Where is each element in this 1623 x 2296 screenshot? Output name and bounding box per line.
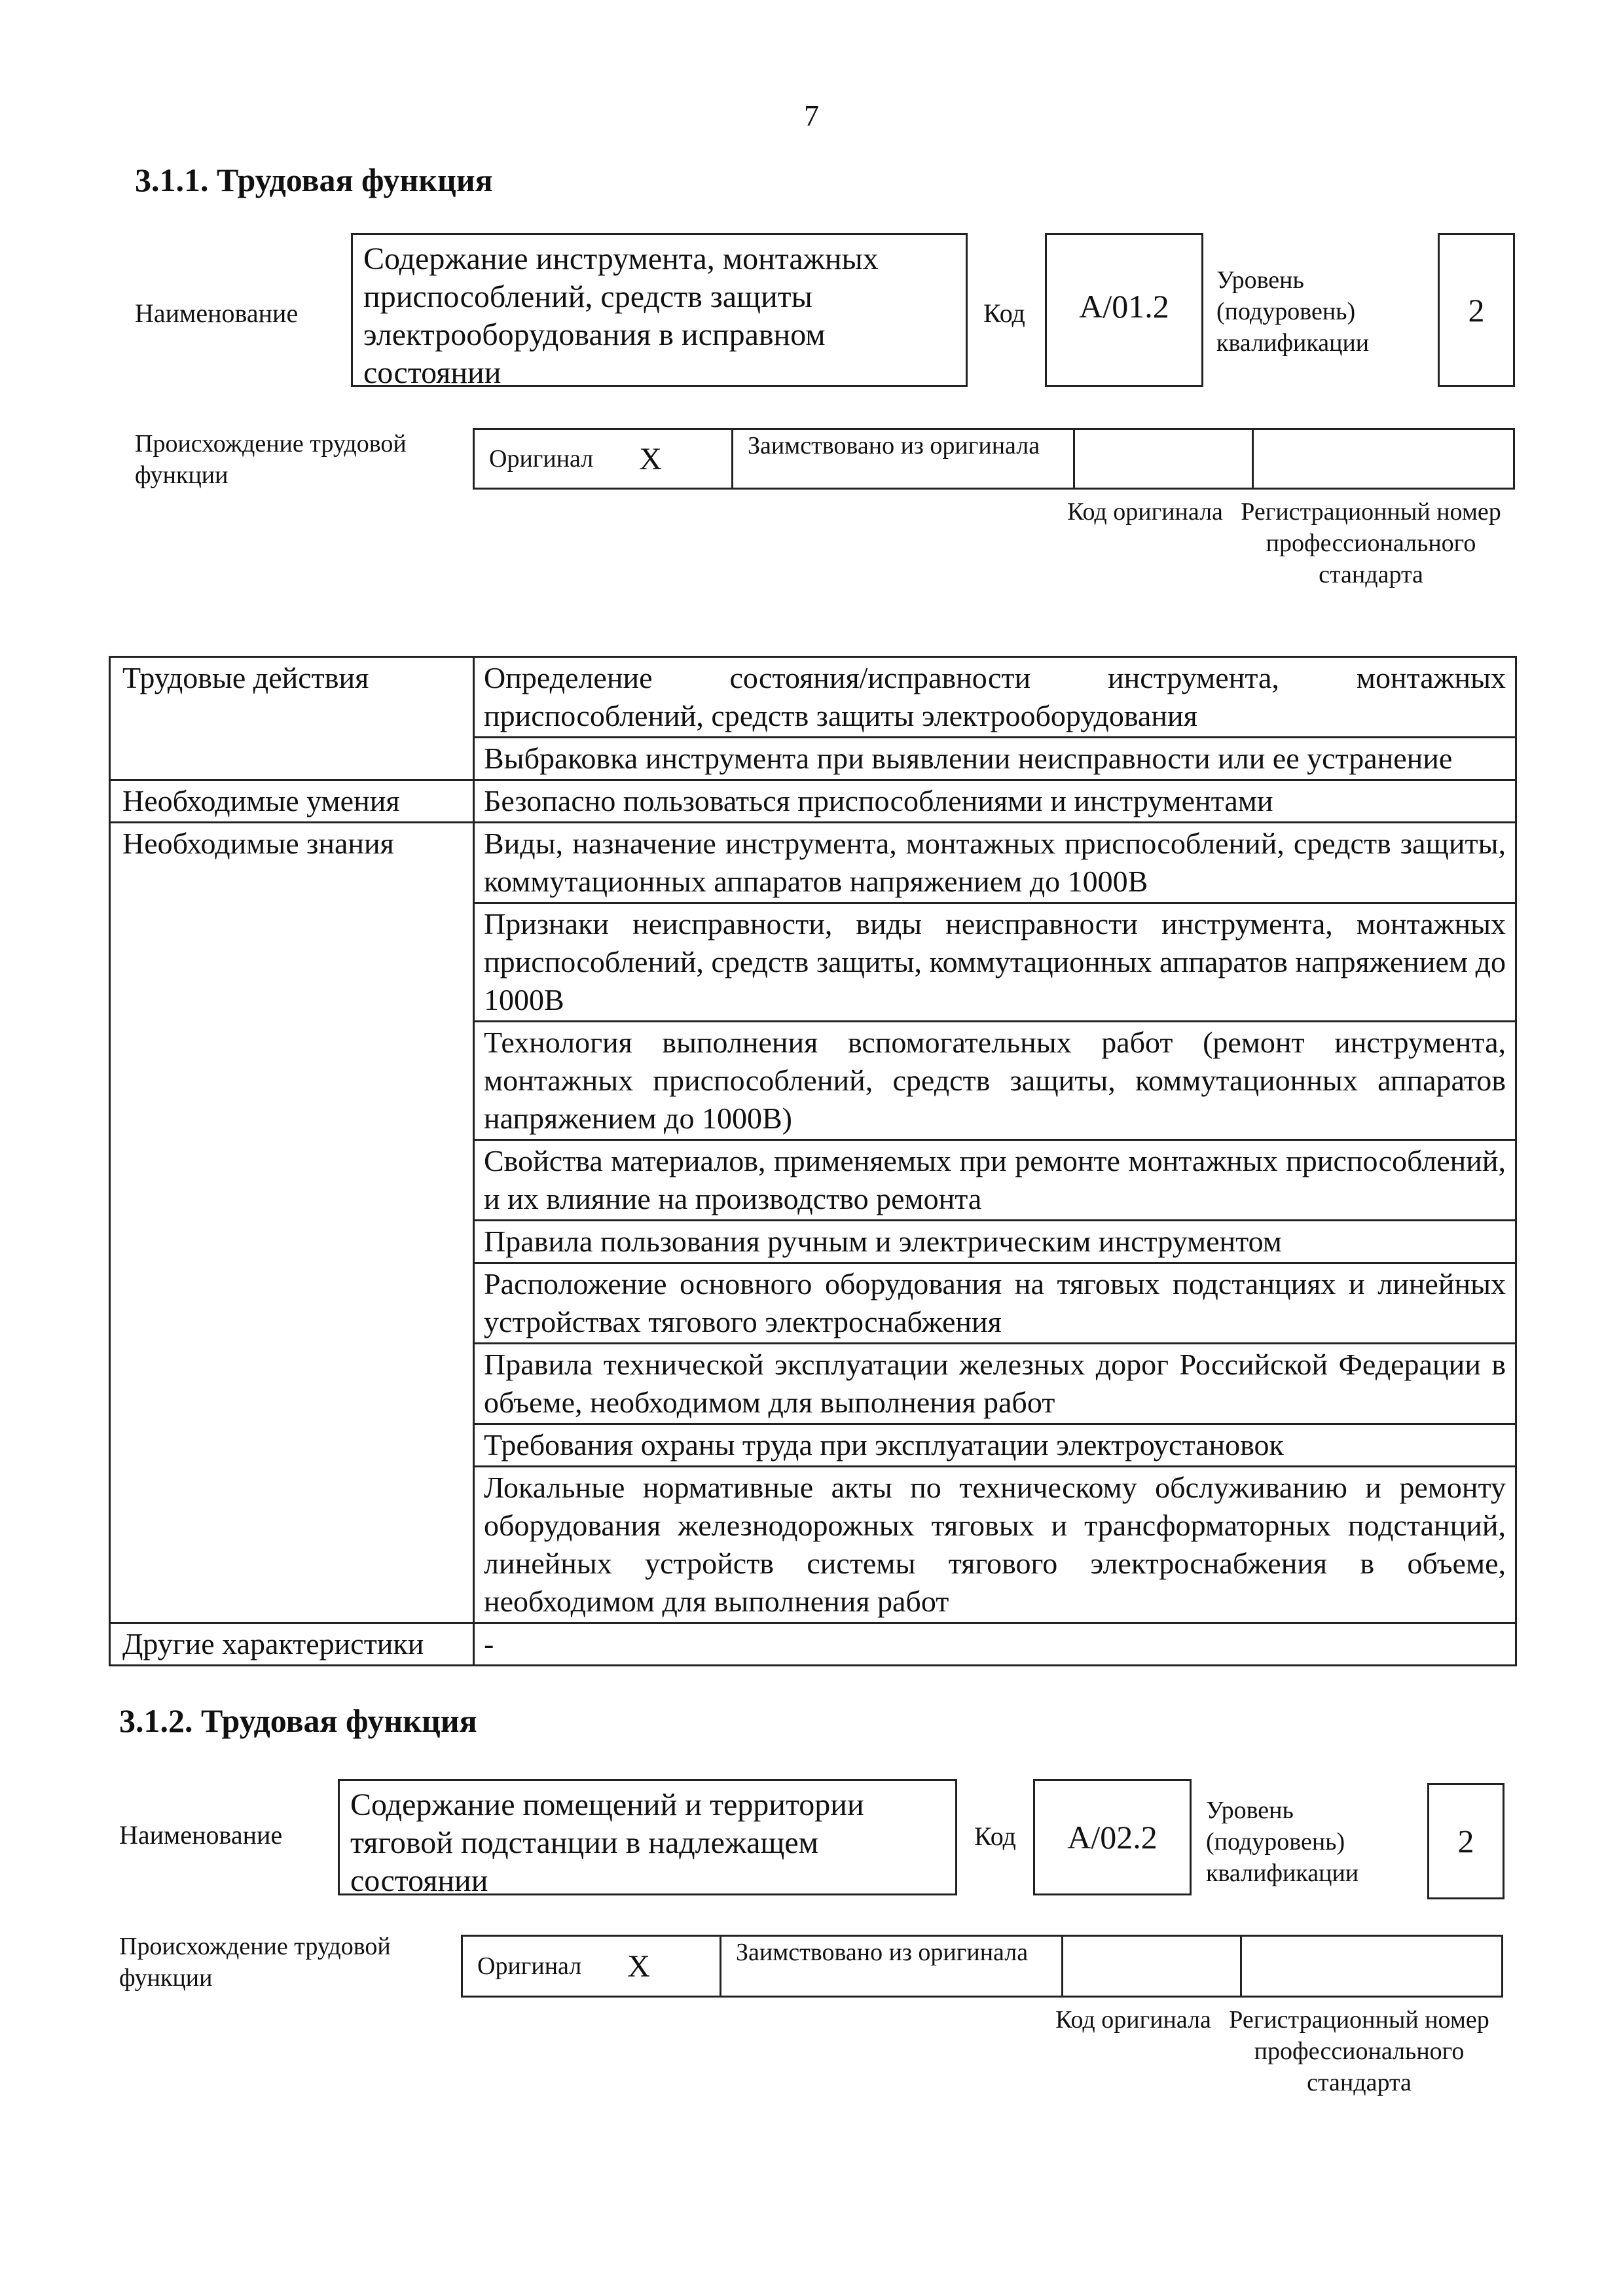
code-value: А/02.2 [1067, 1819, 1158, 1856]
other-characteristics-value: - [474, 1623, 1516, 1666]
borrowed-cell-1: Заимствовано из оригинала [733, 430, 1075, 488]
other-characteristics-label: Другие характеристики [110, 1623, 474, 1666]
knowledge-item: Правила технической эксплуатации железных дорог Российской Федерации в объеме, необходимом для выполнения работ [474, 1344, 1516, 1424]
level-label-2: Уровень (подуровень) квалификации [1206, 1797, 1359, 1887]
original-cell-1 [475, 430, 733, 488]
skills-label: Необходимые умения [110, 780, 474, 823]
origin-row-2 [461, 1935, 1503, 1998]
reg-number-caption-1: Регистрационный номер профессионального стандарта [1241, 498, 1501, 588]
labor-action-item: Определение состояния/исправности инструмента, монтажных приспособлений, средств защиты электрооборудования [474, 657, 1516, 738]
borrowed-cell-2: Заимствовано из оригинала [721, 1937, 1063, 1996]
knowledge-item: Локальные нормативные акты по техническому обслуживанию и ремонту оборудования железнодорожных тяговых и трансформаторных подстанций, линейных устройств системы тягового электроснабжения в объеме, необходимом для выполнения работ [474, 1467, 1516, 1623]
code-value-box-1 [1045, 233, 1203, 387]
code-label-1: Код [983, 298, 1025, 328]
knowledge-item: Технология выполнения вспомогательных работ (ремонт инструмента, монтажных приспособлений, средств защиты, коммутационных аппаратов напряжением до 1000В) [474, 1022, 1516, 1140]
function-name-box-1: Содержание инструмента, монтажных приспособлений, средств защиты электрооборудования в исправном состоянии [351, 233, 968, 387]
code-label-2: Код [974, 1821, 1016, 1851]
original-code-caption-1: Код оригинала [1067, 498, 1223, 526]
level-value: 2 [1457, 1823, 1474, 1859]
original-code-cell-1 [1075, 430, 1254, 488]
knowledge-item: Свойства материалов, применяемых при ремонте монтажных приспособлений, и их влияние на производство ремонта [474, 1140, 1516, 1221]
origin-label-2: Происхождение трудовой функции [119, 1933, 391, 1992]
page-number: 7 [804, 99, 819, 132]
original-label: Оригинал [489, 445, 594, 473]
reg-number-cell-1 [1254, 430, 1513, 488]
level-value-box-2 [1427, 1783, 1504, 1899]
reg-number-cell-2 [1242, 1937, 1501, 1996]
code-value: А/01.2 [1079, 288, 1169, 325]
origin-label-1: Происхождение трудовой функции [135, 430, 407, 489]
level-label-1: Уровень (подуровень) квалификации [1216, 266, 1370, 357]
original-cell-2 [463, 1937, 721, 1996]
knowledge-item: Виды, назначение инструмента, монтажных приспособлений, средств защиты, коммутационных аппаратов напряжением до 1000В [474, 823, 1516, 903]
function-name-box-2: Содержание помещений и территории тяговой подстанции в надлежащем состоянии [338, 1779, 957, 1895]
original-label: Оригинал [477, 1952, 582, 1980]
reg-number-caption-2: Регистрационный номер профессионального стандарта [1229, 2006, 1489, 2096]
section-heading-1: 3.1.1. Трудовая функция [135, 162, 493, 198]
original-code-caption-2: Код оригинала [1055, 2006, 1211, 2034]
table-row [110, 780, 1516, 823]
knowledge-label: Необходимые знания [110, 823, 474, 1623]
knowledge-item: Требования охраны труда при эксплуатации электроустановок [474, 1424, 1516, 1467]
knowledge-item: Признаки неисправности, виды неисправности инструмента, монтажных приспособлений, средств защиты, коммутационных аппаратов напряжением до 1000В [474, 903, 1516, 1022]
level-value-box-1 [1438, 233, 1515, 387]
original-mark: X [639, 441, 662, 476]
skill-item: Безопасно пользоваться приспособлениями и инструментами [474, 780, 1516, 823]
labor-action-item: Выбраковка инструмента при выявлении неисправности или ее устранение [474, 738, 1516, 780]
table-row [110, 823, 1516, 903]
table-row [110, 1623, 1516, 1666]
knowledge-item: Правила пользования ручным и электрическим инструментом [474, 1221, 1516, 1263]
labor-function-table [109, 656, 1517, 1666]
table-row [110, 657, 1516, 738]
code-value-box-2 [1033, 1779, 1192, 1895]
labor-actions-label: Трудовые действия [110, 657, 474, 780]
original-mark: X [627, 1948, 650, 1984]
knowledge-item: Расположение основного оборудования на тяговых подстанциях и линейных устройствах тягового электроснабжения [474, 1263, 1516, 1344]
section-heading-2: 3.1.2. Трудовая функция [119, 1702, 477, 1739]
level-value: 2 [1468, 291, 1485, 329]
origin-row-1 [473, 428, 1515, 490]
original-code-cell-2 [1063, 1937, 1242, 1996]
name-label-2: Наименование [119, 1820, 283, 1850]
name-label-1: Наименование [135, 298, 299, 328]
